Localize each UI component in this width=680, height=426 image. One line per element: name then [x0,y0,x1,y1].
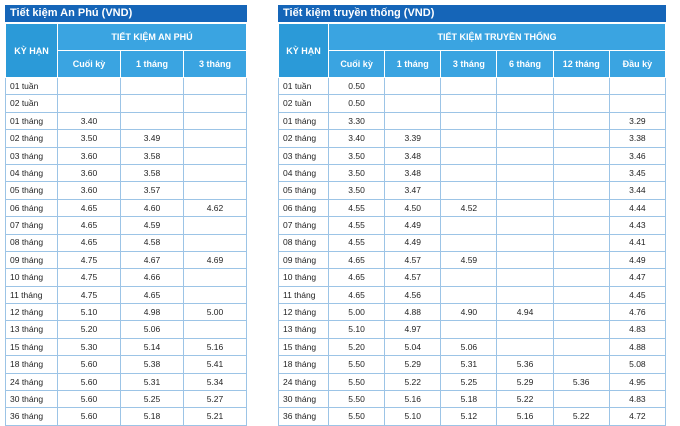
rate-cell [553,217,609,234]
rate-cell [609,78,665,95]
table-row [279,234,666,251]
rate-cell: 3.50 [329,182,385,199]
term-cell: 10 tháng [6,269,58,286]
term-cell: 15 tháng [6,338,58,355]
rate-cell: 4.75 [58,286,121,303]
rate-cell: 5.27 [184,391,247,408]
rate-cell: 0.50 [329,78,385,95]
rate-cell [121,112,184,129]
rate-cell [385,112,441,129]
term-cell: 30 tháng [279,391,329,408]
rate-cell: 5.50 [329,391,385,408]
rate-cell [441,217,497,234]
rate-cell: 3.40 [58,112,121,129]
rate-cell: 4.65 [58,234,121,251]
term-cell: 04 tháng [6,164,58,181]
term-cell: 03 tháng [6,147,58,164]
rate-cell [497,251,553,268]
term-cell: 02 tháng [279,130,329,147]
rate-cell [553,147,609,164]
term-cell: 02 tuần [6,95,58,112]
rate-cell: 4.57 [385,251,441,268]
rate-cell [385,95,441,112]
rate-cell: 3.60 [58,164,121,181]
rate-cell: 5.06 [441,338,497,355]
rate-cell [553,304,609,321]
rate-cell: 4.50 [385,199,441,216]
rate-cell: 4.52 [441,199,497,216]
rate-cell: 4.60 [121,199,184,216]
rate-cell: 3.44 [609,182,665,199]
rate-cell: 5.22 [497,391,553,408]
rate-cell [184,112,247,129]
term-cell: 08 tháng [6,234,58,251]
rate-cell: 4.49 [385,234,441,251]
table-row [279,130,666,147]
rate-cell: 5.10 [58,304,121,321]
rate-cell: 0.50 [329,95,385,112]
rate-cell: 3.39 [385,130,441,147]
rate-cell: 4.83 [609,391,665,408]
rate-cell: 3.30 [329,112,385,129]
column-header: 1 tháng [385,51,441,78]
rate-cell: 4.44 [609,199,665,216]
table-row [6,130,247,147]
rate-cell: 4.97 [385,321,441,338]
rate-cell [497,286,553,303]
term-cell: 01 tháng [6,112,58,129]
table-row [279,112,666,129]
rate-cell: 5.00 [184,304,247,321]
table-row [6,234,247,251]
rate-cell: 3.50 [58,130,121,147]
rate-cell: 5.10 [329,321,385,338]
rate-cell: 5.50 [329,356,385,373]
rate-cell: 5.31 [121,373,184,390]
rate-cell [553,321,609,338]
column-header: 1 tháng [121,51,184,78]
rate-cell: 4.94 [497,304,553,321]
rate-cell: 5.18 [441,391,497,408]
rate-cell [441,112,497,129]
rate-cell [58,78,121,95]
rate-cell: 5.60 [58,391,121,408]
rate-cell: 5.60 [58,356,121,373]
term-cell: 06 tháng [279,199,329,216]
table-row [279,182,666,199]
rate-cell [497,164,553,181]
rate-cell [121,95,184,112]
rate-cell: 5.16 [385,391,441,408]
rate-cell: 5.25 [441,373,497,390]
rate-cell: 5.16 [184,338,247,355]
term-cell: 05 tháng [6,182,58,199]
rate-cell [184,95,247,112]
term-cell: 07 tháng [279,217,329,234]
column-header: 12 tháng [553,51,609,78]
term-header: KỲ HẠN [6,24,58,78]
rate-cell: 3.40 [329,130,385,147]
table-row [279,286,666,303]
term-cell: 36 tháng [6,408,58,425]
rate-cell: 5.04 [385,338,441,355]
rate-cell: 4.59 [121,217,184,234]
rate-cell [553,286,609,303]
rate-cell: 3.50 [329,164,385,181]
rate-cell: 5.20 [58,321,121,338]
rate-cell [385,78,441,95]
rate-cell [184,269,247,286]
column-header: Cuối kỳ [329,51,385,78]
term-cell: 04 tháng [279,164,329,181]
rate-cell [553,338,609,355]
rate-cell: 4.58 [121,234,184,251]
table-body [6,78,247,426]
rate-cell: 3.46 [609,147,665,164]
rate-cell [441,164,497,181]
rate-cell: 4.55 [329,217,385,234]
table-row [279,217,666,234]
term-cell: 15 tháng [279,338,329,355]
rate-cell: 5.60 [58,373,121,390]
rate-cell [553,234,609,251]
term-cell: 02 tháng [6,130,58,147]
term-cell: 18 tháng [279,356,329,373]
rate-cell: 4.66 [121,269,184,286]
rate-cell [553,164,609,181]
rate-cell: 5.29 [385,356,441,373]
rate-cell [497,269,553,286]
term-cell: 30 tháng [6,391,58,408]
table-row [6,199,247,216]
term-cell: 13 tháng [279,321,329,338]
rate-cell: 5.36 [553,373,609,390]
table-row [6,95,247,112]
term-cell: 18 tháng [6,356,58,373]
rate-cell [497,182,553,199]
table-row [6,182,247,199]
term-cell: 01 tháng [279,112,329,129]
table-row [279,78,666,95]
rate-cell: 3.47 [385,182,441,199]
an-phu-rate-panel [5,5,247,426]
rate-cell [497,78,553,95]
rate-cell [58,95,121,112]
rate-cell: 5.06 [121,321,184,338]
rate-cell [497,338,553,355]
rate-cell: 4.88 [609,338,665,355]
term-cell: 02 tuần [279,95,329,112]
rate-cell: 4.56 [385,286,441,303]
rate-cell [553,112,609,129]
rate-cell [553,95,609,112]
rate-cell: 4.90 [441,304,497,321]
rate-cell: 5.00 [329,304,385,321]
term-cell: 36 tháng [279,408,329,425]
rate-cell [184,182,247,199]
rate-cell: 3.38 [609,130,665,147]
rate-cell: 5.38 [121,356,184,373]
rate-cell: 5.16 [497,408,553,425]
rate-cell: 3.50 [329,147,385,164]
rate-cell [441,269,497,286]
rate-cell [553,356,609,373]
traditional-rate-panel [278,5,666,426]
rate-cell [441,286,497,303]
rate-cell: 3.57 [121,182,184,199]
rate-cell [441,234,497,251]
rate-cell [553,78,609,95]
rate-cell [497,199,553,216]
term-cell: 24 tháng [279,373,329,390]
table-row [6,251,247,268]
table-row [6,286,247,303]
rate-cell [609,95,665,112]
table-row [279,269,666,286]
rate-cell: 5.21 [184,408,247,425]
rate-cell [497,130,553,147]
term-cell: 13 tháng [6,321,58,338]
rate-cell [121,78,184,95]
table-row [279,338,666,355]
rate-cell [497,147,553,164]
column-header: 6 tháng [497,51,553,78]
term-cell: 12 tháng [279,304,329,321]
rate-cell [497,112,553,129]
rate-cell [553,182,609,199]
table-row [279,95,666,112]
rate-cell: 5.18 [121,408,184,425]
term-cell: 09 tháng [279,251,329,268]
rate-cell [184,321,247,338]
table-row [279,304,666,321]
panel-title: Tiết kiệm truyền thống (VND) [278,5,666,22]
table-row [6,217,247,234]
column-header: Đầu kỳ [609,51,665,78]
rate-cell: 5.41 [184,356,247,373]
term-cell: 05 tháng [279,182,329,199]
term-cell: 03 tháng [279,147,329,164]
rate-cell: 4.67 [121,251,184,268]
rate-cell [497,95,553,112]
rate-cell [497,234,553,251]
rate-cell: 5.30 [58,338,121,355]
rate-cell [441,78,497,95]
rate-cell: 4.83 [609,321,665,338]
rate-cell: 3.58 [121,147,184,164]
panel-title: Tiết kiệm An Phú (VND) [5,5,247,22]
table-row [6,147,247,164]
term-cell: 11 tháng [6,286,58,303]
table-row [279,251,666,268]
column-header: 3 tháng [441,51,497,78]
term-cell: 10 tháng [279,269,329,286]
column-header: 3 tháng [184,51,247,78]
rate-cell: 4.75 [58,251,121,268]
rate-cell [184,286,247,303]
rate-cell: 5.14 [121,338,184,355]
rate-cell: 5.22 [385,373,441,390]
rate-cell: 4.65 [58,199,121,216]
rate-cell: 4.75 [58,269,121,286]
rate-cell: 4.57 [385,269,441,286]
rate-cell: 4.65 [121,286,184,303]
rate-cell [553,199,609,216]
rate-cell [184,130,247,147]
rate-cell: 5.10 [385,408,441,425]
table-row [6,356,247,373]
rate-cell: 4.65 [329,269,385,286]
rate-cell [184,234,247,251]
rate-cell: 4.49 [385,217,441,234]
table-row [6,269,247,286]
rate-cell [441,147,497,164]
rate-cell: 5.29 [497,373,553,390]
group-header: TIẾT KIỆM TRUYỀN THỐNG [329,24,666,51]
rate-cell: 3.48 [385,147,441,164]
rate-cell: 5.60 [58,408,121,425]
rate-cell: 4.55 [329,234,385,251]
group-header: TIẾT KIỆM AN PHÚ [58,24,247,51]
table-row [279,391,666,408]
rate-cell: 3.49 [121,130,184,147]
term-cell: 07 tháng [6,217,58,234]
rate-cell: 4.98 [121,304,184,321]
term-cell: 01 tuần [279,78,329,95]
rate-cell [553,130,609,147]
traditional-rate-table [278,23,666,426]
table-row [6,112,247,129]
rate-cell [441,321,497,338]
rate-cell: 4.72 [609,408,665,425]
table-row [279,356,666,373]
rate-cell [441,182,497,199]
rate-cell: 4.43 [609,217,665,234]
rate-cell: 5.20 [329,338,385,355]
rate-cell: 4.55 [329,199,385,216]
rate-cell: 5.50 [329,373,385,390]
rate-cell: 4.76 [609,304,665,321]
rate-cell: 3.60 [58,147,121,164]
term-header: KỲ HẠN [279,24,329,78]
rate-cell: 4.65 [329,251,385,268]
term-cell: 12 tháng [6,304,58,321]
rate-cell: 5.36 [497,356,553,373]
table-row [6,304,247,321]
rate-cell: 5.50 [329,408,385,425]
rate-cell: 3.29 [609,112,665,129]
rate-cell: 4.62 [184,199,247,216]
rate-cell: 5.08 [609,356,665,373]
rate-cell: 3.45 [609,164,665,181]
an-phu-rate-table [5,23,247,426]
rate-cell: 4.65 [58,217,121,234]
rate-cell: 5.34 [184,373,247,390]
rate-cell [184,164,247,181]
table-row [6,338,247,355]
rate-cell: 4.95 [609,373,665,390]
rate-cell: 3.60 [58,182,121,199]
rate-cell [184,147,247,164]
table-row [6,321,247,338]
rate-cell: 4.69 [184,251,247,268]
rate-cell: 5.12 [441,408,497,425]
table-row [6,164,247,181]
rate-cell [441,130,497,147]
rate-cell [184,217,247,234]
term-cell: 24 tháng [6,373,58,390]
rate-cell: 5.22 [553,408,609,425]
term-cell: 06 tháng [6,199,58,216]
table-row [6,78,247,95]
table-row [279,147,666,164]
rate-cell: 4.45 [609,286,665,303]
rate-cell: 4.47 [609,269,665,286]
term-cell: 01 tuần [6,78,58,95]
rate-cell [497,217,553,234]
rate-cell: 4.88 [385,304,441,321]
rate-cell: 5.31 [441,356,497,373]
rate-cell [184,78,247,95]
rate-cell: 4.65 [329,286,385,303]
table-row [279,373,666,390]
term-cell: 08 tháng [279,234,329,251]
table-row [6,373,247,390]
rate-cell [553,251,609,268]
column-header: Cuối kỳ [58,51,121,78]
rate-cell: 4.41 [609,234,665,251]
table-body [279,78,666,426]
rate-cell: 4.49 [609,251,665,268]
table-row [279,164,666,181]
term-cell: 09 tháng [6,251,58,268]
table-row [6,391,247,408]
rate-cell [497,321,553,338]
term-cell: 11 tháng [279,286,329,303]
rate-cell [553,269,609,286]
rate-cell: 3.58 [121,164,184,181]
table-row [279,321,666,338]
rate-cell [441,95,497,112]
rate-cell: 4.59 [441,251,497,268]
rate-cell: 3.48 [385,164,441,181]
rate-cell [553,391,609,408]
table-row [279,199,666,216]
rate-cell: 5.25 [121,391,184,408]
